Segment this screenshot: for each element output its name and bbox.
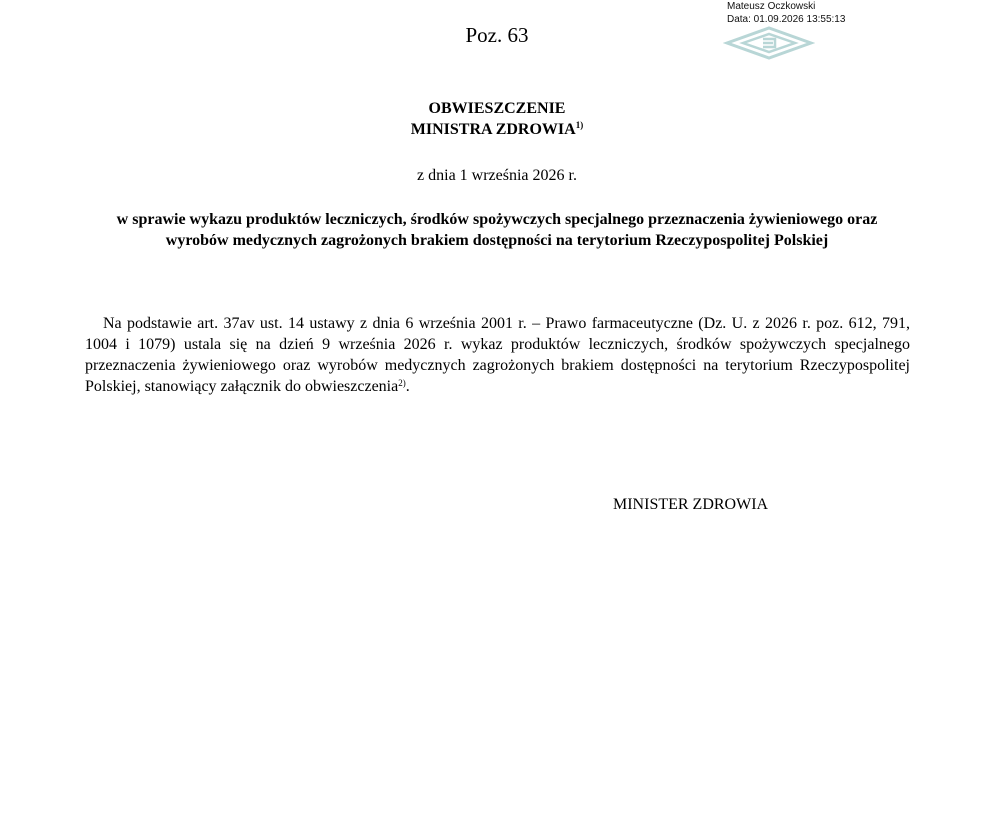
issuer-name: MINISTRA ZDROWIA <box>410 121 576 138</box>
body-text: Na podstawie art. 37av ust. 14 ustawy z dnia 6 września 2001 r. – Prawo farmaceutyczne (Dz. U. z 2026 r. poz. 612, 791, 1004 i 1079) ustala się na dzień 9 września 2026 r. wykaz produktów leczniczych, środków spożywczych specjalnego przeznaczenia żywieniowego oraz wyrobów medycznych zagrożonych brakiem dostępności na terytorium Rzeczypospolitej Polskiej, stanowiący załącznik do obwieszczenia <box>85 315 910 395</box>
signer-title: MINISTER ZDROWIA <box>613 496 769 513</box>
footnote-ref-2: 2) <box>398 378 406 388</box>
document-date: z dnia 1 września 2026 r. <box>417 167 577 184</box>
position-number: Poz. 63 <box>465 23 529 47</box>
body-paragraph <box>85 313 910 397</box>
signature-date: Data: 01.09.2026 13:55:13 <box>727 14 846 25</box>
signature-name: Mateusz Oczkowski <box>727 1 816 12</box>
document-type-heading: OBWIESZCZENIE <box>428 100 566 117</box>
document-subject: w sprawie wykazu produktów leczniczych, środków spożywczych specjalnego przeznaczenia żywieniowego oraz wyrobów medycznych zagrożonych brakiem dostępności na terytorium Rzeczypospolitej Polskiej <box>116 211 878 249</box>
body-end: . <box>405 378 410 395</box>
footnote-ref-1: 1) <box>575 120 584 130</box>
issuer-heading <box>0 120 994 140</box>
